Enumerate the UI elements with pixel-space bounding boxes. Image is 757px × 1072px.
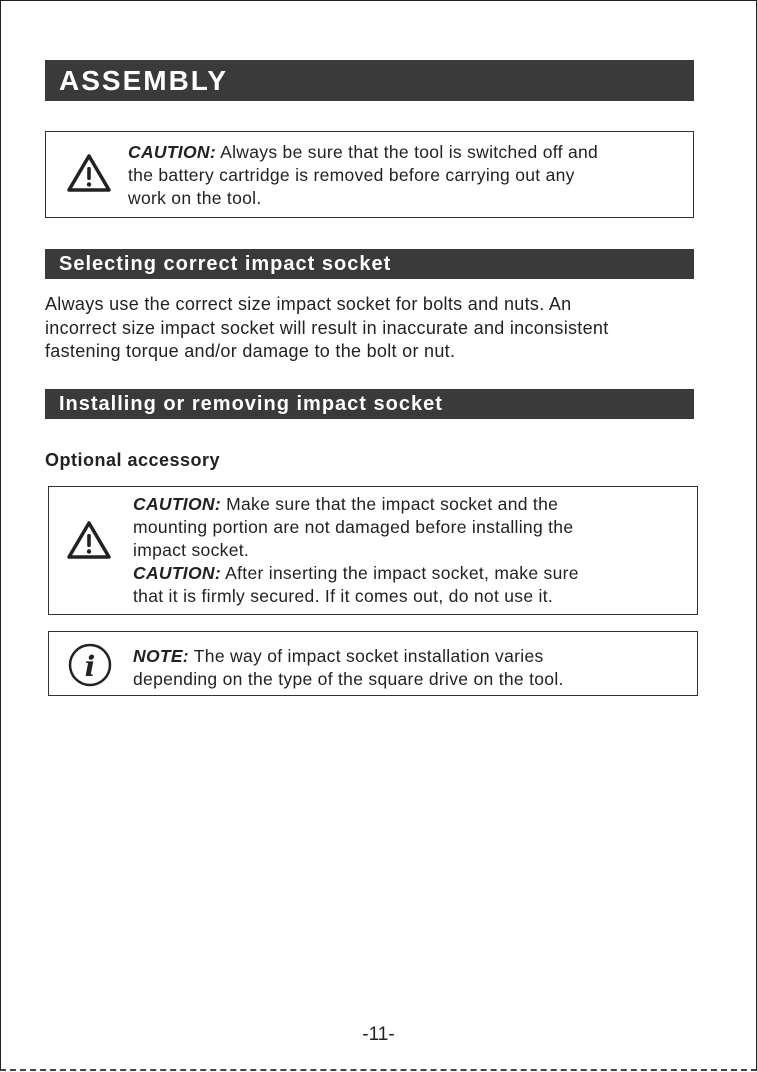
caution-label: CAUTION:	[133, 494, 221, 514]
caution-text-1: CAUTION: Always be sure that the tool is switched off and the battery cartridge is removed before carrying out any work on the tool.	[128, 142, 599, 208]
note-box	[48, 631, 698, 696]
svg-text:i: i	[84, 650, 96, 683]
page-number: -11-	[362, 1024, 395, 1045]
caution-box-2	[48, 486, 698, 615]
warning-triangle-icon	[66, 520, 112, 560]
section-heading-installing: Installing or removing impact socket	[45, 389, 694, 419]
caution-box-1	[45, 131, 694, 218]
section-heading-assembly: ASSEMBLY	[45, 60, 694, 101]
selecting-paragraph: Always use the correct size impact socket for bolts and nuts. An incorrect size impact socket will result in inaccurate and inconsistent fastening torque and/or damage to the bolt or nut.	[45, 294, 609, 361]
caution-text-2: CAUTION: Make sure that the impact socket and the mounting portion are not damaged before installing the impact socket. CAUTION: After inserting the impact socket, make sure that it is firmly secured. If it comes out, do not use it.	[133, 494, 579, 606]
note-text: NOTE: The way of impact socket installation varies depending on the type of the square drive on the tool.	[133, 646, 564, 689]
caution-label: CAUTION:	[133, 563, 221, 583]
warning-triangle-icon	[66, 153, 112, 193]
note-label: NOTE:	[133, 646, 189, 666]
section-heading-selecting: Selecting correct impact socket	[45, 249, 694, 279]
optional-accessory-heading: Optional accessory	[45, 450, 221, 470]
info-icon	[67, 642, 113, 688]
caution-label: CAUTION:	[128, 142, 216, 162]
